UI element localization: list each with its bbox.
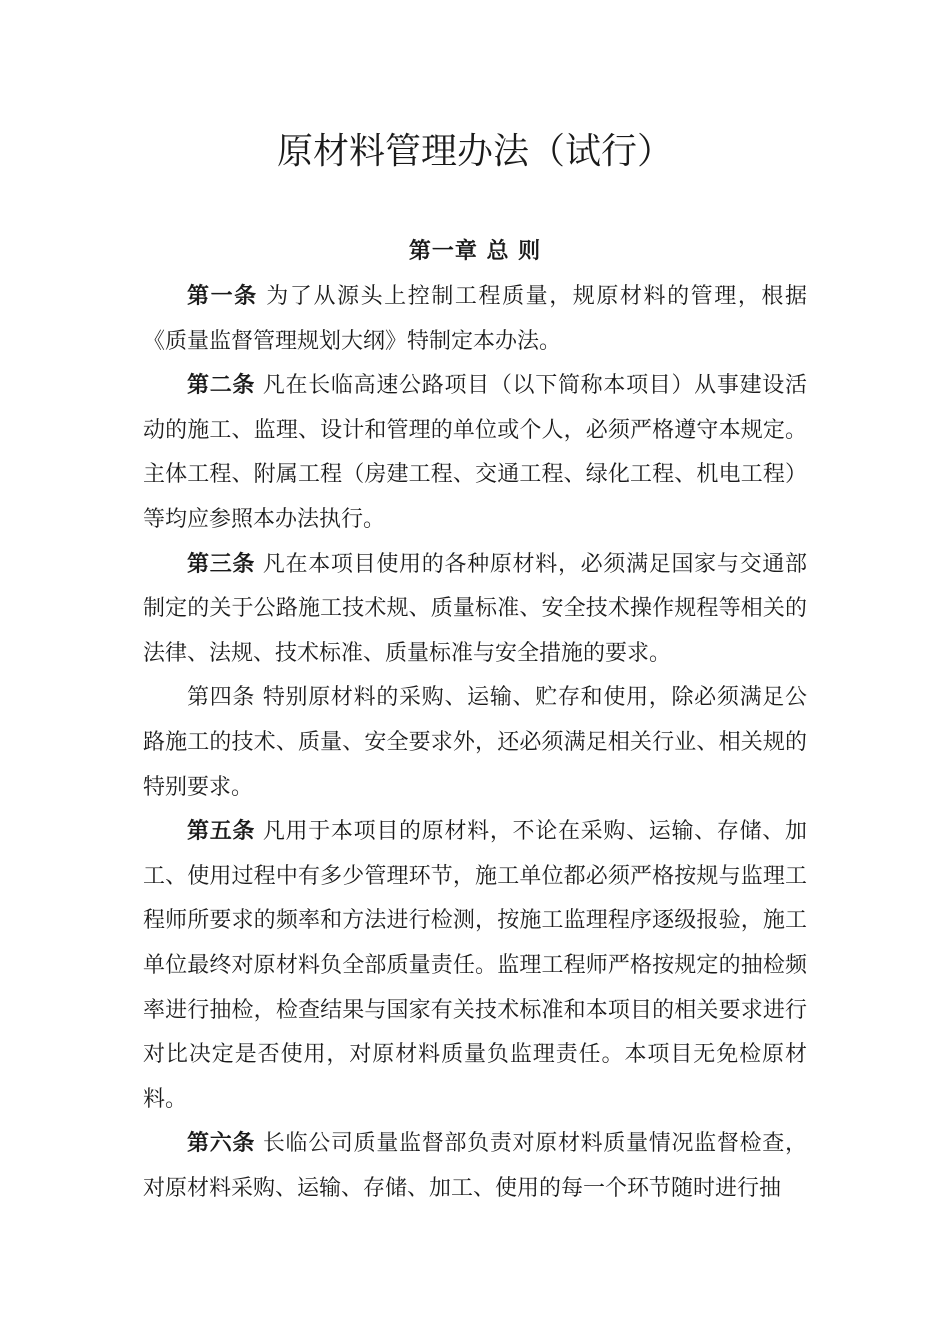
article-label: 第五条: [187, 819, 256, 845]
article-4: [143, 676, 807, 810]
article-label: 第三条: [187, 551, 256, 577]
document-body: [143, 275, 807, 1211]
article-2: [143, 364, 807, 542]
article-1: [143, 275, 807, 364]
article-text: 凡在本项目使用的各种原材料，必须满足国家与交通部制定的关于公路施工技术规、质量标准、安全技术操作规程等相关的法律、法规、技术标准、质量标准与安全措施的要求。: [143, 551, 807, 666]
article-text: 为了从源头上控制工程质量，规原材料的管理，根据《质量监督管理规划大纲》特制定本办法。: [143, 284, 807, 354]
article-text: 特别原材料的采购、运输、贮存和使用，除必须满足公路施工的技术、质量、安全要求外，还必须满足相关行业、相关规的特别要求。: [143, 685, 807, 800]
article-label: 第六条: [187, 1131, 256, 1157]
article-3: [143, 543, 807, 677]
article-text: 凡在长临高速公路项目（以下简称本项目）从事建设活动的施工、监理、设计和管理的单位或个人，必须严格遵守本规定。主体工程、附属工程（房建工程、交通工程、绿化工程、机电工程）等均应参照本办法执行。: [143, 373, 807, 532]
chapter-heading: 第一章 总 则: [408, 239, 542, 264]
article-label: 第二条: [187, 373, 256, 399]
article-label: 第四条: [187, 685, 256, 711]
document-title: 原材料管理办法（试行）: [276, 131, 673, 172]
article-text: 凡用于本项目的原材料，不论在采购、运输、存储、加工、使用过程中有多少管理环节，施工单位都必须严格按规与监理工程师所要求的频率和方法进行检测，按施工监理程序逐级报验，施工单位最终对原材料负全部质量责任。监理工程师严格按规定的抽检频率进行抽检，检查结果与国家有关技术标准和本项目的相关要求进行对比决定是否使用，对原材料质量负监理责任。本项目无免检原材料。: [143, 819, 807, 1112]
article-text: 长临公司质量监督部负责对原材料质量情况监督检查，对原材料采购、运输、存储、加工、使用的每一个环节随时进行抽: [143, 1131, 807, 1201]
article-label: 第一条: [187, 284, 258, 309]
article-6: [143, 1122, 807, 1211]
article-5: [143, 810, 807, 1122]
